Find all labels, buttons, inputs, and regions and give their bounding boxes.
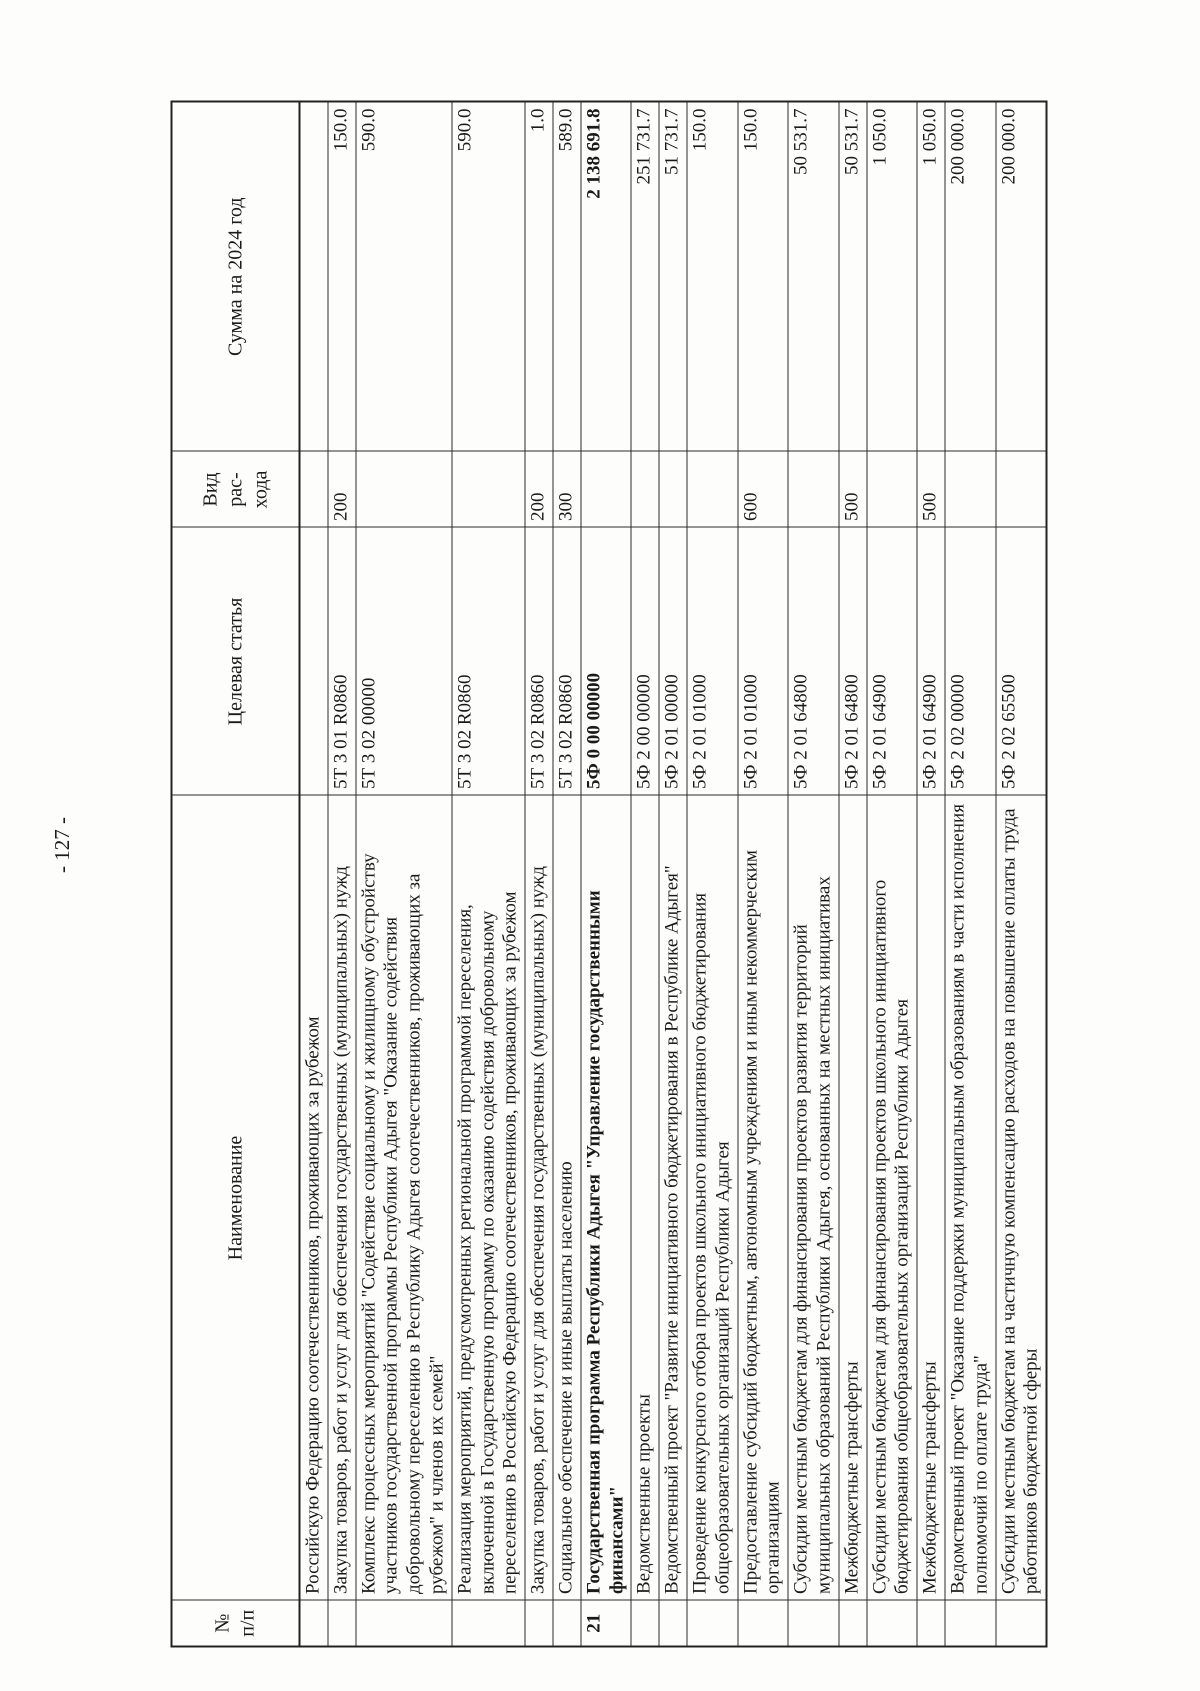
row-sum-cell: 1.0 [525, 102, 553, 452]
row-sum-cell: 50 531.7 [788, 102, 839, 452]
row-sum-cell: 590.0 [355, 102, 451, 452]
row-name-cell: Межбюджетные трансферты [917, 796, 945, 1601]
row-code-cell: 5Т 3 02 R0860 [525, 528, 553, 796]
row-kind-cell [299, 452, 327, 528]
header-num: № п/п [171, 1601, 299, 1647]
row-name-cell: Государственная программа Республики Адыгея "Управление государственными финансами" [580, 796, 631, 1601]
row-name-cell: Комплекс процессных мероприятий "Содействие социальному и жилищному обустройству участников государственной программы Республики Адыгея "Оказание содействия добровольному переселению в Республику Адыгея соотечественников, проживающих за рубежом" и членов их семей" [355, 796, 451, 1601]
row-num-cell [659, 1601, 687, 1647]
row-code-cell: 5Ф 2 01 64800 [788, 528, 839, 796]
row-sum-cell: 150.0 [327, 102, 355, 452]
row-sum-cell [299, 102, 327, 452]
budget-table [170, 101, 1047, 1648]
table-row [686, 102, 737, 1647]
row-kind-cell: 200 [327, 452, 355, 528]
row-code-cell: 5Ф 2 00 00000 [631, 528, 659, 796]
row-kind-cell [944, 452, 995, 528]
row-name-cell: Социальное обеспечение и иные выплаты населению [552, 796, 580, 1601]
row-kind-cell [631, 452, 659, 528]
row-kind-cell [580, 452, 631, 528]
row-num-cell [299, 1601, 327, 1647]
table-row [580, 102, 631, 1647]
row-sum-cell: 51 731.7 [659, 102, 687, 452]
row-sum-cell: 2 138 691.8 [580, 102, 631, 452]
row-kind-cell: 300 [552, 452, 580, 528]
row-num-cell [631, 1601, 659, 1647]
row-num-cell [525, 1601, 553, 1647]
row-sum-cell: 1 050.0 [917, 102, 945, 452]
row-code-cell [299, 528, 327, 796]
row-code-cell: 5Ф 2 01 64900 [866, 528, 917, 796]
row-num-cell [686, 1601, 737, 1647]
row-sum-cell: 251 731.7 [631, 102, 659, 452]
row-name-cell: Российскую Федерацию соотечественников, проживающих за рубежом [299, 796, 327, 1601]
row-num-cell [737, 1601, 788, 1647]
table-row [355, 102, 451, 1647]
row-code-cell: 5Ф 2 01 64800 [838, 528, 866, 796]
row-code-cell: 5Т 3 01 R0860 [327, 528, 355, 796]
table-row [552, 102, 580, 1647]
row-name-cell: Межбюджетные трансферты [838, 796, 866, 1601]
row-num-cell: 21 [580, 1601, 631, 1647]
table-row [327, 102, 355, 1647]
row-code-cell: 5Ф 2 01 00000 [659, 528, 687, 796]
row-name-cell: Закупка товаров, работ и услуг для обеспечения государственных (муниципальных) нужд [327, 796, 355, 1601]
row-num-cell [944, 1601, 995, 1647]
row-code-cell: 5Т 3 02 R0860 [552, 528, 580, 796]
row-num-cell [788, 1601, 839, 1647]
row-num-cell [355, 1601, 451, 1647]
header-sum: Сумма на 2024 год [171, 102, 299, 452]
header-row [171, 102, 299, 1647]
row-kind-cell: 600 [737, 452, 788, 528]
row-num-cell [451, 1601, 524, 1647]
row-sum-cell: 50 531.7 [838, 102, 866, 452]
table-row [917, 102, 945, 1647]
table-row [866, 102, 917, 1647]
row-name-cell: Субсидии местным бюджетам для финансирования проектов школьного инициативного бюджетирования общеобразовательных организаций Республики Адыгея [866, 796, 917, 1601]
row-code-cell: 5Ф 2 01 01000 [737, 528, 788, 796]
header-kind: Вид рас-хода [171, 452, 299, 528]
table-row [788, 102, 839, 1647]
rotated-table-wrapper [170, 103, 1042, 1648]
header-name: Наименование [171, 796, 299, 1601]
table-body [299, 102, 1046, 1647]
row-code-cell: 5Т 3 02 00000 [355, 528, 451, 796]
row-code-cell: 5Ф 2 01 01000 [686, 528, 737, 796]
row-name-cell: Ведомственные проекты [631, 796, 659, 1601]
row-sum-cell: 589.0 [552, 102, 580, 452]
row-kind-cell [686, 452, 737, 528]
row-name-cell: Субсидии местным бюджетам для финансирования проектов развития территорий муниципальных образований Республики Адыгея, основанных на местных инициативах [788, 796, 839, 1601]
row-num-cell [917, 1601, 945, 1647]
row-name-cell: Закупка товаров, работ и услуг для обеспечения государственных (муниципальных) нужд [525, 796, 553, 1601]
table-row [659, 102, 687, 1647]
row-sum-cell: 200 000.0 [995, 102, 1046, 452]
row-num-cell [866, 1601, 917, 1647]
row-kind-cell [866, 452, 917, 528]
row-num-cell [995, 1601, 1046, 1647]
row-kind-cell [451, 452, 524, 528]
row-sum-cell: 150.0 [686, 102, 737, 452]
row-code-cell: 5Ф 0 00 00000 [580, 528, 631, 796]
table-row [525, 102, 553, 1647]
table-row [944, 102, 995, 1647]
row-sum-cell: 1 050.0 [866, 102, 917, 452]
row-name-cell: Субсидии местным бюджетам на частичную компенсацию расходов на повышение оплаты труда работников бюджетной сферы [995, 796, 1046, 1601]
row-name-cell: Предоставление субсидий бюджетным, автономным учреждениям и иным некоммерческим организациям [737, 796, 788, 1601]
header-code: Целевая статья [171, 528, 299, 796]
table-row [737, 102, 788, 1647]
row-kind-cell [995, 452, 1046, 528]
table-row [451, 102, 524, 1647]
table-row [299, 102, 327, 1647]
row-kind-cell: 200 [525, 452, 553, 528]
row-num-cell [838, 1601, 866, 1647]
page-number: - 127 - [50, 817, 74, 873]
row-sum-cell: 200 000.0 [944, 102, 995, 452]
row-code-cell: 5Ф 2 02 00000 [944, 528, 995, 796]
row-kind-cell: 500 [838, 452, 866, 528]
table-row [631, 102, 659, 1647]
row-name-cell: Реализация мероприятий, предусмотренных региональной программой переселения, включенной в Государственную программу по оказанию содействия добровольному переселению в Российскую Федерацию соотечественников, проживающих за рубежом [451, 796, 524, 1601]
row-sum-cell: 590.0 [451, 102, 524, 452]
row-code-cell: 5Ф 2 01 64900 [917, 528, 945, 796]
row-code-cell: 5Т 3 02 R0860 [451, 528, 524, 796]
table-row [838, 102, 866, 1647]
row-name-cell: Проведение конкурсного отбора проектов школьного инициативного бюджетирования общеобразовательных организаций Республики Адыгея [686, 796, 737, 1601]
row-num-cell [552, 1601, 580, 1647]
row-kind-cell: 500 [917, 452, 945, 528]
row-sum-cell: 150.0 [737, 102, 788, 452]
row-num-cell [327, 1601, 355, 1647]
row-name-cell: Ведомственный проект "Развитие инициативного бюджетирования в Республике Адыгея" [659, 796, 687, 1601]
table-row [995, 102, 1046, 1647]
row-code-cell: 5Ф 2 02 65500 [995, 528, 1046, 796]
row-kind-cell [788, 452, 839, 528]
row-kind-cell [659, 452, 687, 528]
row-kind-cell [355, 452, 451, 528]
row-name-cell: Ведомственный проект "Оказание поддержки муниципальным образованиям в части исполнения полномочий по оплате труда" [944, 796, 995, 1601]
